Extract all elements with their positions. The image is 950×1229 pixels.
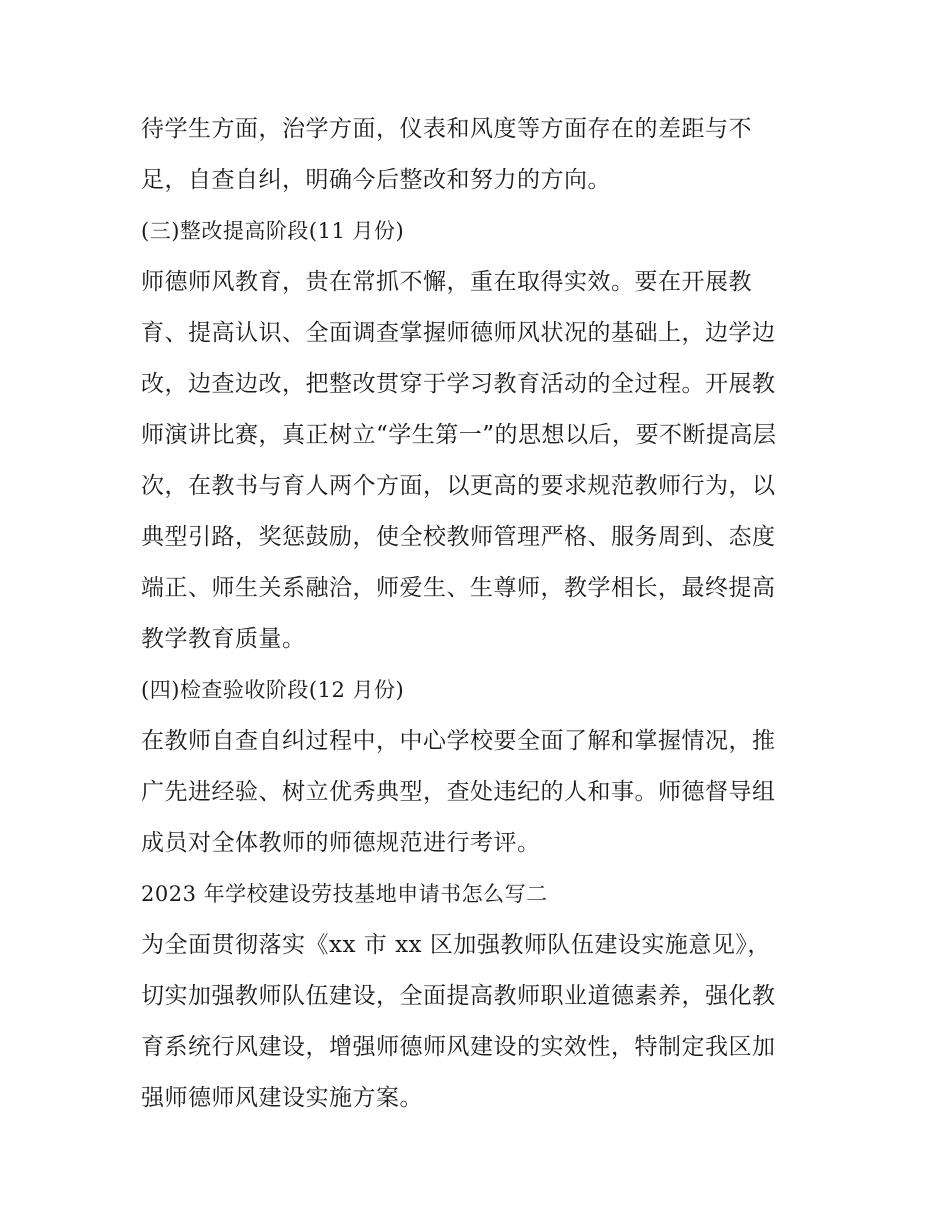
paragraph-line: 成员对全体教师的师德规范进行考评。 [141,830,541,856]
paragraph-line: 育系统行风建设，增强师德师风建设的实效性，特制定我区加 [141,1034,776,1060]
paragraph-line: 次，在教书与育人两个方面，以更高的要求规范教师行为，以 [141,473,776,499]
paragraph-line: 改，边查边改，把整改贯穿于学习教育活动的全过程。开展教 [141,371,776,397]
paragraph-line: 切实加强教师队伍建设，全面提高教师职业道德素养，强化教 [141,983,776,1009]
paragraph-line: 典型引路，奖惩鼓励，使全校教师管理严格、服务周到、态度 [141,524,776,550]
paragraph-line: 师德师风教育，贵在常抓不懈，重在取得实效。要在开展教 [141,269,752,295]
paragraph-line: 广先进经验、树立优秀典型，查处违纪的人和事。师德督导组 [141,779,776,805]
paragraph-line: 待学生方面，治学方面，仪表和风度等方面存在的差距与不 [141,116,752,142]
paragraph-line: 教学教育质量。 [141,626,306,652]
paragraph-line: 为全面贯彻落实《xx 市 xx 区加强教师队伍建设实施意见》， [141,932,771,958]
paragraph-line: 育、提高认识、全面调查掌握师德师风状况的基础上，边学边 [141,320,776,346]
section-heading: (三)整改提高阶段(11 月份) [141,219,405,243]
paragraph-line: 端正、师生关系融洽，师爱生、生尊师，教学相长，最终提高 [141,575,776,601]
document-title: 2023 年学校建设劳技基地申请书怎么写二 [141,882,548,906]
section-heading: (四)检查验收阶段(12 月份) [141,678,405,702]
paragraph-line: 强师德师风建设实施方案。 [141,1085,423,1111]
document-body [141,104,821,1124]
paragraph-line: 足，自查自纠，明确今后整改和努力的方向。 [141,167,611,193]
paragraph-line: 师演讲比赛，真正树立“学生第一”的思想以后，要不断提高层 [141,422,777,448]
paragraph-line: 在教师自查自纠过程中，中心学校要全面了解和掌握情况，推 [141,728,776,754]
